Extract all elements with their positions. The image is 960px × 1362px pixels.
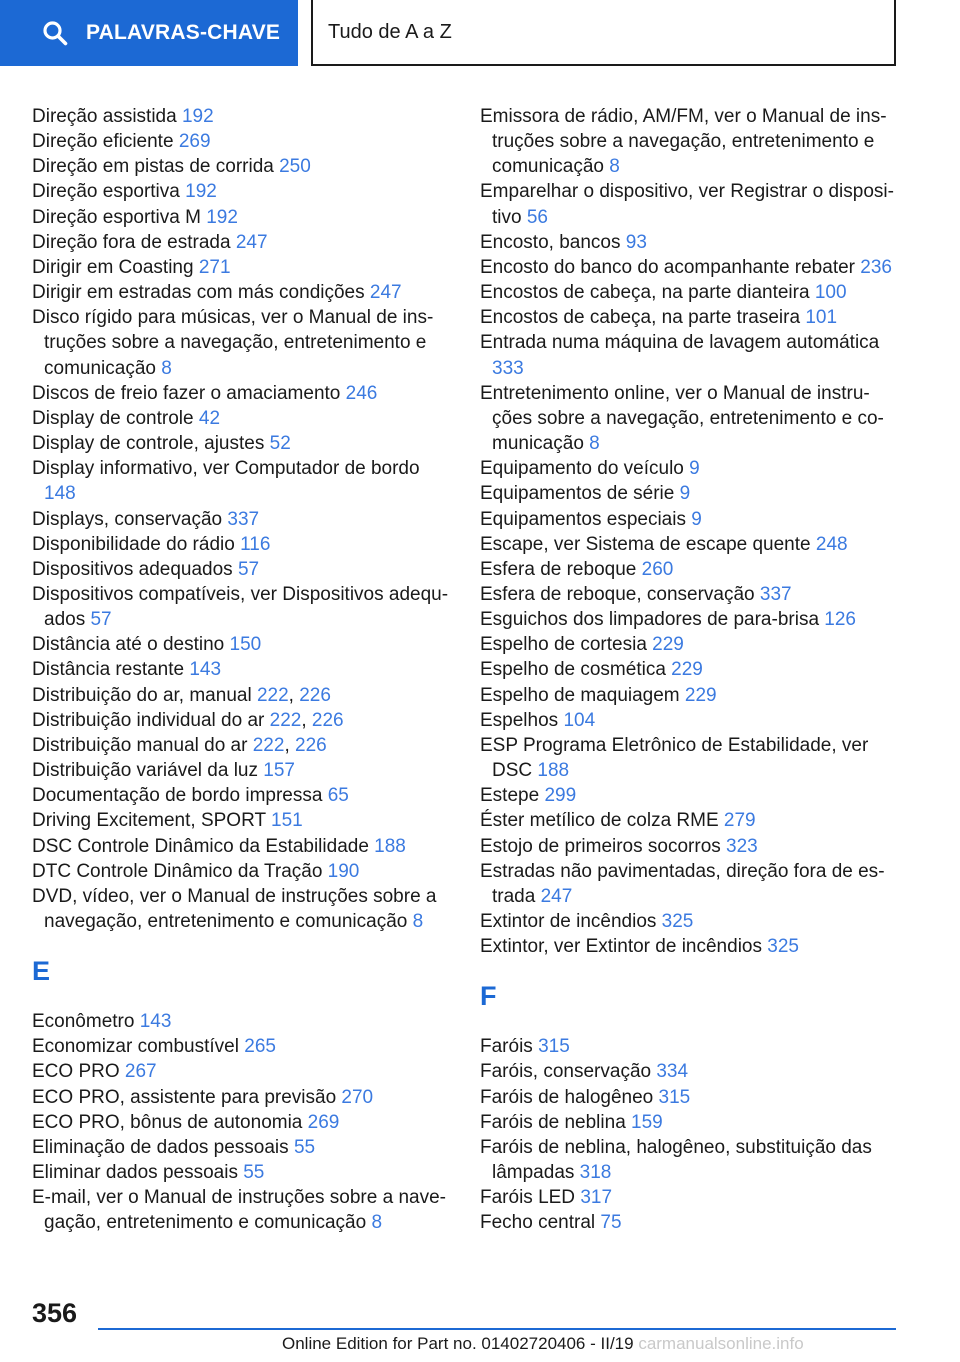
page-link[interactable]: 271 <box>198 256 231 278</box>
page-link[interactable]: 337 <box>759 583 792 605</box>
page-link[interactable]: 250 <box>279 156 311 178</box>
index-entry-text: Direção eficiente <box>32 131 174 153</box>
page-link[interactable]: 270 <box>341 1086 374 1108</box>
index-entry-text: Direção em pistas de corrida <box>32 156 274 178</box>
index-entry-text: Dirigir em estradas com más condições <box>32 282 365 304</box>
page-link[interactable]: 236 <box>860 256 892 278</box>
index-entry-text: Distribuição do ar, manual <box>32 684 252 706</box>
page-link[interactable]: 226 <box>295 734 327 756</box>
index-entry <box>480 909 900 934</box>
section-letter: E <box>32 956 51 987</box>
index-entry-text: Espelho de maquiagem <box>480 684 680 706</box>
page-link[interactable]: 299 <box>544 785 577 807</box>
index-entry <box>32 632 452 657</box>
page-link[interactable]: 248 <box>815 533 848 555</box>
index-entry <box>32 582 452 632</box>
index-entry <box>480 834 900 859</box>
index-entry-text: Escape, ver Sistema de escape quente <box>480 533 811 555</box>
header <box>0 0 960 66</box>
footer-watermark: carmanualsonline.info <box>638 1334 804 1353</box>
index-entry <box>32 1160 452 1185</box>
index-entry-text: Encostos de cabeça, na parte traseira <box>480 307 801 329</box>
index-entry <box>480 808 900 833</box>
index-entry <box>32 859 452 884</box>
page-link[interactable]: 190 <box>327 860 360 882</box>
index-entry-text: ECO PRO, bônus de autonomia <box>32 1111 303 1133</box>
index-entry-text: Distância restante <box>32 659 185 681</box>
index-entry-text: Esguichos dos limpadores de para-brisa <box>480 609 820 631</box>
index-entry <box>480 859 900 909</box>
page-link[interactable]: 101 <box>805 307 838 329</box>
index-entry-text: Display informativo, ver Computador de bordo <box>32 458 420 480</box>
index-entry-text: Documentação de bordo impressa <box>32 785 323 807</box>
page-link[interactable]: 222 <box>252 734 285 756</box>
index-entry-text: DVD, vídeo, ver o Manual de instruções sobre a navegação, entretenimento e comunicação <box>32 885 437 932</box>
index-entry <box>480 934 900 959</box>
index-entry <box>32 154 452 179</box>
index-entry <box>480 104 900 179</box>
index-entry <box>32 783 452 808</box>
page-link[interactable]: 247 <box>540 885 573 907</box>
page-link[interactable]: 9 <box>689 458 700 480</box>
index-entry <box>480 1210 900 1235</box>
index-entry-text: Entrada numa máquina de lavagem automática <box>480 332 880 354</box>
page-link[interactable]: 226 <box>299 684 331 706</box>
page-link[interactable]: 8 <box>161 357 172 379</box>
index-entry-text: Entretenimento online, ver o Manual de instruções sobre a navegação, entretenimento e comunicação <box>480 382 884 455</box>
index-entry-text: E-mail, ver o Manual de instruções sobre a navegação, entretenimento e comunicação <box>32 1187 446 1234</box>
az-tab[interactable] <box>311 0 896 66</box>
index-entry <box>32 834 452 859</box>
index-entry-text: Eliminar dados pessoais <box>32 1162 238 1184</box>
page-link[interactable]: 100 <box>814 282 847 304</box>
page-link[interactable]: 265 <box>244 1036 276 1058</box>
page-link[interactable]: 143 <box>189 659 222 681</box>
index-entry <box>480 481 900 506</box>
index-entry-text: Encosto do banco do acompanhante rebater <box>480 256 855 278</box>
page-link[interactable]: 246 <box>345 382 378 404</box>
index-entry <box>32 381 452 406</box>
index-entry-text: Faróis de neblina <box>480 1111 626 1133</box>
page-link[interactable]: 315 <box>658 1086 691 1108</box>
footer-edition-text: Online Edition for Part no. 01402720406 - II/19 <box>282 1334 634 1353</box>
index-entry <box>32 305 452 380</box>
page-link[interactable]: 192 <box>206 206 238 228</box>
page-link[interactable]: 226 <box>311 709 344 731</box>
index-entry <box>480 507 900 532</box>
search-icon <box>42 20 68 46</box>
index-entry <box>480 582 900 607</box>
index-entry-text: Faróis de neblina, halogêneo, substituição das lâmpadas <box>480 1136 872 1184</box>
index-entry-text: Esfera de reboque, conservação <box>480 583 755 605</box>
index-entry <box>480 305 900 330</box>
page-link[interactable]: 222 <box>256 684 289 706</box>
index-entry <box>32 808 452 833</box>
index-entry <box>480 1135 900 1185</box>
page-link[interactable]: 267 <box>124 1061 157 1083</box>
index-entry-text: Distância até o destino <box>32 634 225 656</box>
index-entry <box>480 1110 900 1135</box>
index-entry-text: Éster metílico de colza RME <box>480 810 719 832</box>
index-entry <box>480 1185 900 1210</box>
page-link[interactable]: 159 <box>631 1111 663 1133</box>
index-entry <box>480 255 900 280</box>
index-entry <box>32 255 452 280</box>
page-link[interactable]: 333 <box>492 357 524 379</box>
index-entry-text: Economizar combustível <box>32 1036 239 1058</box>
index-entry-text: Espelho de cosmética <box>480 659 666 681</box>
index-entry-text: Direção esportiva <box>32 181 180 203</box>
index-entry-text: DSC Controle Dinâmico da Estabilidade <box>32 835 369 857</box>
index-entry <box>480 381 900 456</box>
page-link[interactable]: 229 <box>652 634 684 656</box>
page-link[interactable]: 269 <box>178 131 211 153</box>
page-link[interactable]: 126 <box>824 609 856 631</box>
page-link[interactable]: 334 <box>656 1061 689 1083</box>
index-entry-text: Emissora de rádio, AM/FM, ver o Manual de instruções sobre a navegação, entretenimento e comunicação <box>480 106 887 178</box>
index-entry <box>32 1009 452 1034</box>
index-column-left <box>32 104 452 1236</box>
index-entry: Distribuição manual do ar 222, 226 <box>32 734 327 756</box>
page-link[interactable]: 52 <box>269 433 291 455</box>
page-link[interactable]: 151 <box>271 810 303 832</box>
index-entry-text: Faróis de halogêneo <box>480 1086 654 1108</box>
index-entry <box>32 280 452 305</box>
page-link[interactable]: 9 <box>679 483 691 505</box>
index-entry <box>32 1059 452 1084</box>
index-entry <box>32 456 452 506</box>
page-link[interactable]: 229 <box>684 684 717 706</box>
page-link[interactable]: 325 <box>767 936 799 958</box>
index-entry <box>480 607 900 632</box>
index-entry <box>32 431 452 456</box>
index-entry <box>480 1059 900 1084</box>
index-entry-text: Espelhos <box>480 709 559 731</box>
index-entry-text: Estepe <box>480 785 540 807</box>
index-entry-text: Distribuição individual do ar <box>32 709 265 731</box>
index-entry <box>480 783 900 808</box>
page-link[interactable]: 192 <box>181 106 214 127</box>
page-link[interactable]: 192 <box>185 181 217 203</box>
index-entry-text: Encosto, bancos <box>480 231 621 253</box>
page-link[interactable]: 157 <box>263 760 295 782</box>
index-entry-text: Distribuição manual do ar <box>32 734 248 756</box>
index-entry <box>480 708 900 733</box>
index-entry <box>480 532 900 557</box>
index-entry-text: Direção fora de estrada <box>32 231 231 253</box>
page-link[interactable]: 57 <box>237 558 260 580</box>
index-entry-text: Emparelhar o dispositivo, ver Registrar o dispositivo <box>480 181 894 228</box>
footer-edition <box>282 1334 804 1354</box>
page-link[interactable]: 104 <box>563 709 596 731</box>
keywords-tab[interactable] <box>0 0 298 66</box>
index-entry <box>480 280 900 305</box>
index-entry-text: Direção esportiva M <box>32 206 201 228</box>
page-link[interactable]: 188 <box>537 760 570 782</box>
page-link[interactable]: 229 <box>671 659 703 681</box>
page-link[interactable]: 317 <box>580 1187 613 1209</box>
index-entry-text: Displays, conservação <box>32 508 223 530</box>
index-entry-text: Equipamento do veículo <box>480 458 684 480</box>
page-link[interactable]: 247 <box>235 231 268 253</box>
index-entry <box>32 884 452 934</box>
page-link[interactable]: 93 <box>625 231 647 253</box>
index-column-right <box>480 104 900 1236</box>
index-entry <box>480 179 900 229</box>
index-entry-text: Equipamentos especiais <box>480 508 686 530</box>
page-link[interactable]: 55 <box>243 1162 265 1184</box>
index-entry <box>32 1110 452 1135</box>
index-entry-text: Faróis, conservação <box>480 1061 652 1083</box>
index-entry-text: Econômetro <box>32 1011 135 1033</box>
page-link[interactable]: 148 <box>44 483 76 505</box>
index-entry <box>480 733 900 783</box>
page-link[interactable]: 325 <box>661 911 694 932</box>
page-link[interactable]: 42 <box>198 407 221 429</box>
index-entry <box>480 330 900 380</box>
page-link[interactable]: 260 <box>641 558 674 580</box>
index-entry-text: Esfera de reboque <box>480 558 637 580</box>
index-entry <box>480 456 900 481</box>
index-entry-text: Display de controle <box>32 407 194 429</box>
index-entry <box>32 758 452 783</box>
index-entry <box>32 532 452 557</box>
index-entry-text: Faróis <box>480 1036 533 1058</box>
page-link[interactable]: 279 <box>723 810 756 832</box>
page-link[interactable]: 269 <box>307 1111 340 1133</box>
index-entry <box>32 179 452 204</box>
index-entry-text: Dispositivos compatíveis, ver Dispositivos adequados <box>32 583 449 631</box>
index-entry <box>32 1135 452 1160</box>
index-entry-text: Equipamentos de série <box>480 483 675 505</box>
page-link[interactable]: 337 <box>227 508 260 530</box>
index-entry-text: Dispositivos adequados <box>32 558 233 580</box>
index-entry-text: Extintor de incêndios <box>480 911 657 932</box>
page-link[interactable]: 8 <box>609 156 620 178</box>
page-link[interactable]: 75 <box>600 1212 622 1234</box>
index-entry-text: Discos de freio fazer o amaciamento <box>32 382 341 404</box>
index-entry-text: Driving Excitement, SPORT <box>32 810 266 832</box>
page-link[interactable]: 318 <box>579 1162 612 1184</box>
index-entry <box>32 507 452 532</box>
index-entry <box>32 104 452 129</box>
section-letter: F <box>480 981 497 1012</box>
index-entry-text: Fecho central <box>480 1212 596 1234</box>
page-link[interactable]: 150 <box>229 634 262 656</box>
index-entry-text: Dirigir em Coasting <box>32 256 194 278</box>
az-tab-label: Tudo de A a Z <box>328 20 452 43</box>
index-entry <box>32 129 452 154</box>
index-entry <box>480 557 900 582</box>
index-entry <box>32 230 452 255</box>
page-link[interactable]: 9 <box>691 508 702 530</box>
index-entry-text: Extintor, ver Extintor de incêndios <box>480 936 762 958</box>
page-link[interactable]: 55 <box>293 1136 316 1158</box>
index-entry-text: Eliminação de dados pessoais <box>32 1136 289 1158</box>
index-entry <box>32 657 452 682</box>
index-entry <box>480 683 900 708</box>
page-link[interactable]: 65 <box>327 785 349 807</box>
page-link[interactable]: 57 <box>90 609 112 631</box>
index-entry-text: ECO PRO, assistente para previsão <box>32 1086 337 1108</box>
index-entry <box>32 1085 452 1110</box>
index-entry-text: Disco rígido para músicas, ver o Manual de instruções sobre a navegação, entretenimento e comunicação <box>32 307 434 379</box>
index-entry-text: ECO PRO <box>32 1061 120 1083</box>
index-entry <box>32 205 452 230</box>
index-entry <box>32 1034 452 1059</box>
index-entry-text: Espelho de cortesia <box>480 634 647 656</box>
page-link[interactable]: 116 <box>240 533 271 555</box>
index-entry <box>480 1085 900 1110</box>
index-entry-text: Direção assistida <box>32 106 177 127</box>
page-link[interactable]: 188 <box>374 835 406 857</box>
index-entry <box>32 1185 452 1235</box>
page-link[interactable]: 323 <box>726 835 758 857</box>
page-link[interactable]: 8 <box>589 433 600 455</box>
page-link[interactable]: 8 <box>412 911 424 932</box>
keywords-tab-label: PALAVRAS-CHAVE <box>86 21 281 44</box>
index-entry-text: Faróis LED <box>480 1187 576 1209</box>
index-entry-text: Estradas não pavimentadas, direção fora de estrada <box>480 860 885 907</box>
page-link[interactable]: 222 <box>269 709 302 731</box>
index-entry <box>480 230 900 255</box>
index-entry <box>480 1034 900 1059</box>
page-link[interactable]: 143 <box>139 1011 172 1033</box>
footer-divider <box>98 1328 896 1330</box>
page-number: 356 <box>32 1298 78 1328</box>
index-entry-text: Estojo de primeiros socorros <box>480 835 721 857</box>
index-entry <box>480 657 900 682</box>
index-entry-text: ESP Programa Eletrônico de Estabilidade, ver DSC <box>480 734 869 782</box>
page-link[interactable]: 247 <box>369 282 402 304</box>
index-entry-text: Encostos de cabeça, na parte dianteira <box>480 282 810 304</box>
index-entry-text: Distribuição variável da luz <box>32 760 258 782</box>
index-entry-text: Display de controle, ajustes <box>32 433 265 455</box>
index-entry: Distribuição individual do ar 222, 226 <box>32 709 344 731</box>
page-link[interactable]: 315 <box>538 1036 570 1058</box>
index-entry-text: Disponibilidade do rádio <box>32 533 235 555</box>
index-entry <box>480 632 900 657</box>
index-entry <box>32 406 452 431</box>
index-entry-text: DTC Controle Dinâmico da Tração <box>32 860 323 882</box>
page-link[interactable]: 56 <box>526 206 548 228</box>
index-entry <box>32 557 452 582</box>
page-link[interactable]: 8 <box>371 1212 383 1234</box>
index-entry: Distribuição do ar, manual 222, 226 <box>32 684 331 706</box>
